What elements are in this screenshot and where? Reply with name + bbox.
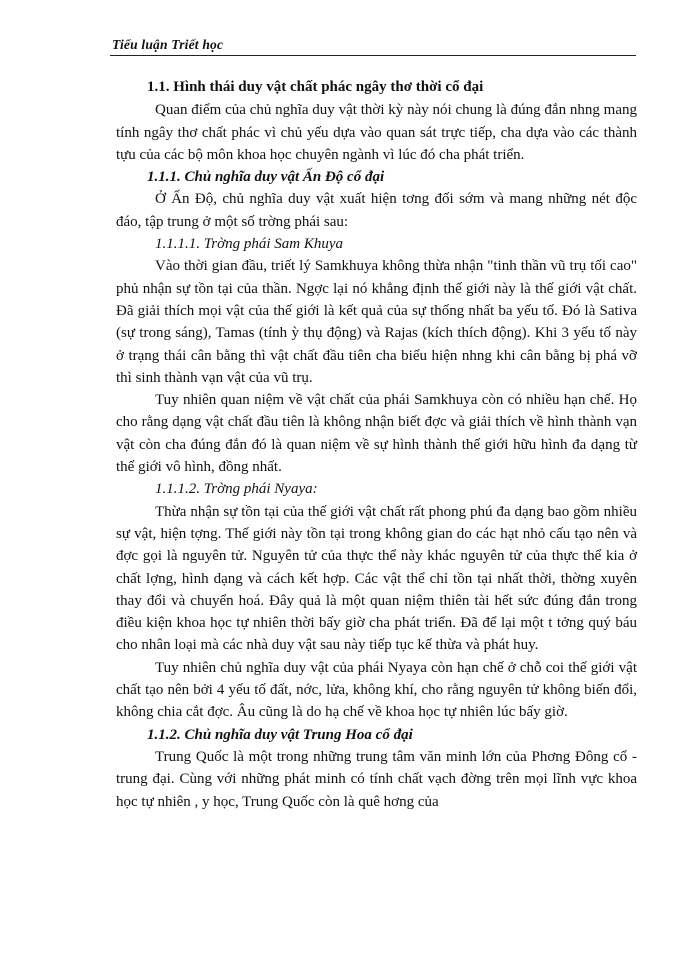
paragraph: Thừa nhận sự tồn tại của thế giới vật chất rất phong phú đa dạng bao gồm nhiều sự vật, hiện tợng. Thế giới này tồn tại trong không gian do các hạt nhỏ cấu tạo nên và đợc gọi là nguyên tử. Nguyên tử của thực thể này khác nguyên tử của thực thể kia ở chất lợng, hình dạng và cách kết hợp. Các vật thể chỉ tồn tại nhất thời, thờng xuyên thay đổi và chuyển hoá. Đây quả là một quan niệm thiên tài hết sức đúng đắn trong điều kiện khoa học tự nhiên thời bấy giờ cha phát triển. Đã để lại một t tởng quý báu cho nhân loại mà các nhà duy vật sau này tiếp tục kế thừa và phát huy.: [116, 503, 637, 654]
subsection-heading: 1.1.1. Chủ nghĩa duy vật Ấn Độ cổ đại: [147, 169, 385, 186]
paragraph: Trung Quốc là một trong những trung tâm văn minh lớn của Phơng Đông cổ - trung đại. Cùng với những phát minh có tính chất vạch đờng trên mọi lĩnh vực khoa học tự nhiên , y học, Trung Quốc còn là quê hơng của: [116, 748, 637, 810]
subsection-heading: 1.1.2. Chủ nghĩa duy vật Trung Hoa cổ đại: [147, 726, 413, 743]
paragraph: Tuy nhiên quan niệm về vật chất của phái Samkhuya còn có nhiều hạn chế. Họ cho rằng dạng vật chất đầu tiên là không nhận biết đợc và giải thích về hình thành vạn vật còn cha đúng đắn đó là quan niệm về sự hình thành thế giới hữu hình đa dạng từ thế giới vô hình, đồng nhất.: [116, 392, 637, 476]
paragraph: Quan điểm của chủ nghĩa duy vật thời kỳ này nói chung là đúng đắn nhng mang tính ngây thơ chất phác vì chủ yếu dựa vào quan sát trực tiếp, cha dựa vào các thành tựu của các bộ môn khoa học chuyên ngành vì lúc đó cha phát triển.: [116, 102, 637, 163]
sub-subsection-heading: 1.1.1.2. Trờng phái Nyaya:: [155, 481, 318, 498]
sub-subsection-heading: 1.1.1.1. Trờng phái Sam Khuya: [155, 236, 344, 253]
paragraph: Vào thời gian đầu, triết lý Samkhuya không thừa nhận "tinh thần vũ trụ tối cao" phủ nhận sự tồn tại của thần. Ngợc lại nó khẳng định thế giới này là thế giới vật chất. Đã giải thích mọi vật của thế giới là kết quả của sự thống nhất ba yếu tố. Đó là Sativa (sự trong sáng), Tamas (tính ỳ thụ động) và Rajas (kích thích động). Khi 3 yếu tố này ở trạng thái cân bằng thì vật chất đầu tiên cha biểu hiện nhng khi cân bằng bị phá vỡ thì sinh thành vạn vật của vũ trụ.: [116, 258, 637, 386]
page-body: [116, 76, 637, 813]
running-header: Tiểu luận Triết học: [112, 37, 224, 52]
paragraph: Tuy nhiên chủ nghĩa duy vật của phái Nyaya còn hạn chế ở chỗ coi thế giới vật chất tạo nên bởi 4 yếu tố đất, nớc, lửa, không khí, cho rằng nguyên tử không biến đổi, không chia cắt đợc. Âu cũng là do hạ chế về khoa học tự nhiên lúc bấy giờ.: [116, 659, 637, 721]
section-heading: 1.1. Hình thái duy vật chất phác ngây thơ thời cổ đại: [147, 79, 484, 95]
header-rule: [110, 55, 636, 56]
paragraph: Ở Ấn Độ, chủ nghĩa duy vật xuất hiện tơng đối sớm và mang những nét độc đáo, tập trung ở một số trờng phái sau:: [116, 191, 637, 230]
